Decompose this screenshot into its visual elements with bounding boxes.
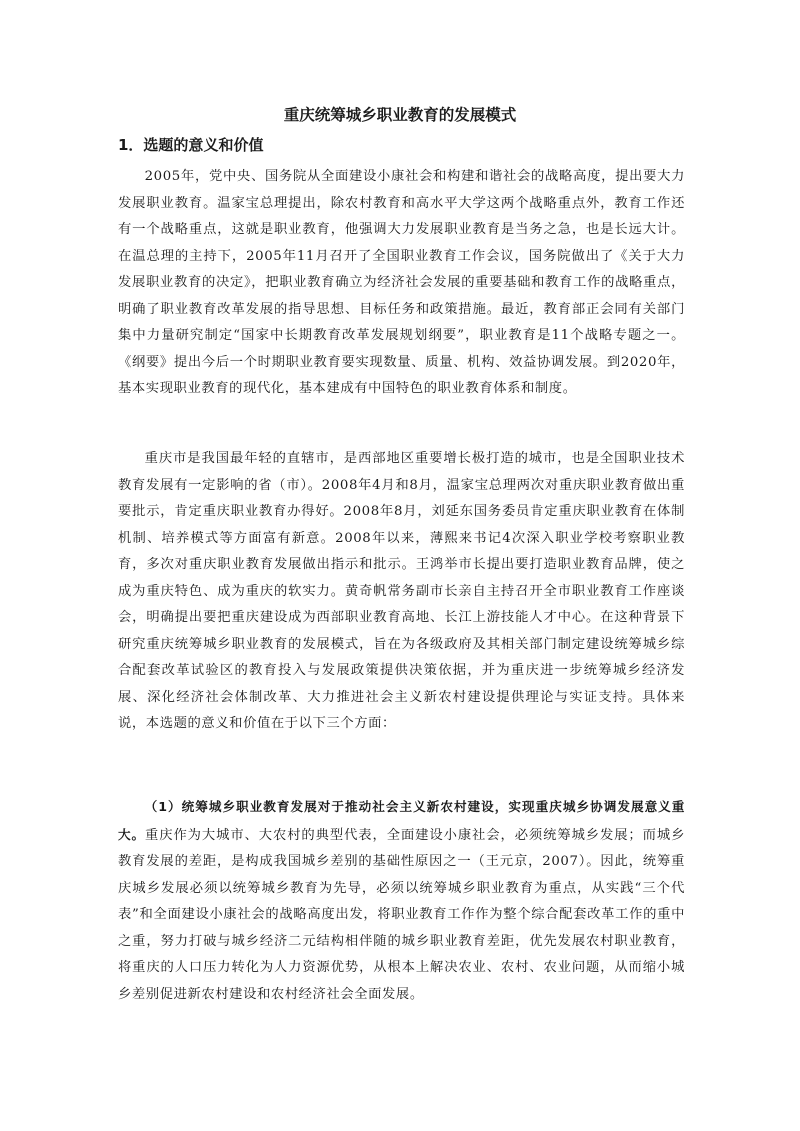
point-one-lead: （1）统筹城乡职业教育发展对于推动社会主义新农村建设，实现重庆城乡协调发展意义重大。 [118,799,685,842]
point-one-body: 重庆作为大城市、大农村的典型代表，全面建设小康社会，必须统筹城乡发展；而城乡教育发展的差距，是构成我国城乡差别的基础性原因之一（王元京，2007）。因此，统筹重庆城乡发展必须以统筹城乡教育为先导，必须以统筹城乡职业教育为重点，从实践“三个代表”和全面建设小康社会的战略高度出发，将职业教育工作作为整个综合配套改革工作的重中之重，努力打破与城乡经济二元结构相伴随的城乡职业教育差距，优先发展农村职业教育，将重庆的人口压力转化为人力资源优势，从根本上解决农业、农村、农业问题，从而缩小城乡差别促进新农村建设和农村经济社会全面发展。 [118,827,685,1002]
paragraph-chongqing-context: 重庆市是我国最年轻的直辖市，是西部地区重要增长极打造的城市，也是全国职业技术教育发展有一定影响的省（市）。2008年4月和8月，温家宝总理两次对重庆职业教育做出重要批示，肯定重庆职业教育办得好。2008年8月，刘延东国务委员肯定重庆职业教育在体制机制、培养模式等方面富有新意。2008年以来，薄熙来书记4次深入职业学校考察职业教育，多次对重庆职业教育发展做出指示和批示。王鸿举市长提出要打造职业教育品牌，使之成为重庆特色、成为重庆的软实力。黄奇帆常务副市长亲自主持召开全市职业教育工作座谈会，明确提出要把重庆建设成为西部职业教育高地、长江上游技能人才中心。在这种背景下研究重庆统筹城乡职业教育的发展模式，旨在为各级政府及其相关部门制定建设统筹城乡综合配套改革试验区的教育投入与发展政策提供决策依据，并为重庆进一步统筹城乡经济发展、深化经济社会体制改革、大力推进社会主义新农村建设提供理论与实证支持。具体来说，本选题的意义和价值在于以下三个方面： [118,451,685,731]
paragraph-background-national-policy: 2005年，党中央、国务院从全面建设小康社会和构建和谐社会的战略高度，提出要大力发展职业教育。温家宝总理提出，除农村教育和高水平大学这两个战略重点外，教育工作还有一个战略重点，这就是职业教育，他强调大力发展职业教育是当务之急，也是长远大计。在温总理的主持下，2005年11月召开了全国职业教育工作会议，国务院做出了《关于大力发展职业教育的决定》，把职业教育确立为经济社会发展的重要基础和教育工作的战略重点，明确了职业教育改革发展的指导思想、目标任务和政策措施。最近，教育部正会同有关部门集中力量研究制定“国家中长期教育改革发展规划纲要”，职业教育是11个战略专题之一。《纲要》提出今后一个时期职业教育要实现数量、质量、机构、效益协调发展。到2020年，基本实现职业教育的现代化，基本建成有中国特色的职业教育体系和制度。 [118,169,685,396]
section-heading: 1．选题的意义和价值 [118,136,264,154]
paragraph-point-one [118,794,685,1008]
document-title: 重庆统筹城乡职业教育的发展模式 [283,106,517,124]
